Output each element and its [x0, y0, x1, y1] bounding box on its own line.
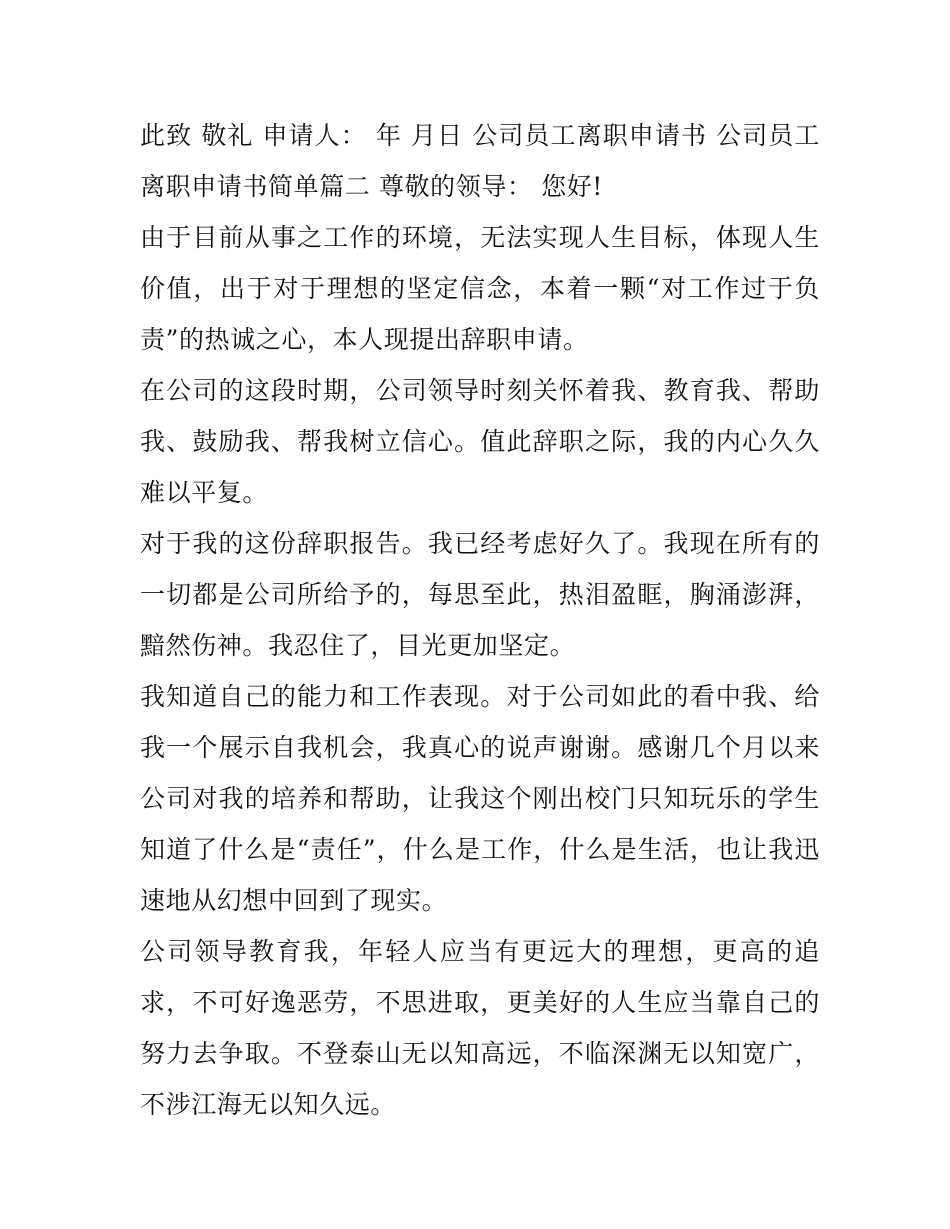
document-page — [140, 110, 820, 1130]
paragraph-gratitude: 在公司的这段时期，公司领导时刻关怀着我、教育我、帮助我、鼓励我、帮我树立信心。值此辞职之际，我的内心久久难以平复。 — [140, 376, 820, 507]
paragraph-closing-and-heading: 此致 敬礼 申请人： 年 月日 公司员工离职申请书 公司员工离职申请书简单篇二 尊敬的领导： 您好! — [140, 121, 820, 201]
paragraph-lesson: 公司领导教育我，年轻人应当有更远大的理想，更高的追求，不可好逸恶劳，不思进取，更美好的人生应当靠自己的努力去争取。不登泰山无以知高远，不临深渊无以知宽广，不涉江海无以知久远。 — [140, 937, 820, 1119]
paragraph-thanks: 我知道自己的能力和工作表现。对于公司如此的看中我、给我一个展示自我机会，我真心的说声谢谢。感谢几个月以来公司对我的培养和帮助，让我这个刚出校门只知玩乐的学生知道了什么是“责任”，什么是工作，什么是生活，也让我迅速地从幻想中回到了现实。 — [140, 682, 820, 915]
paragraph-reason: 由于目前从事之工作的环境，无法实现人生目标，体现人生价值，出于对于理想的坚定信念，本着一颗“对工作过于负责”的热诚之心，本人现提出辞职申请。 — [140, 223, 820, 354]
paragraph-consideration: 对于我的这份辞职报告。我已经考虑好久了。我现在所有的一切都是公司所给予的，每思至此，热泪盈眶，胸涌澎湃，黯然伤神。我忍住了，目光更加坚定。 — [140, 529, 820, 660]
